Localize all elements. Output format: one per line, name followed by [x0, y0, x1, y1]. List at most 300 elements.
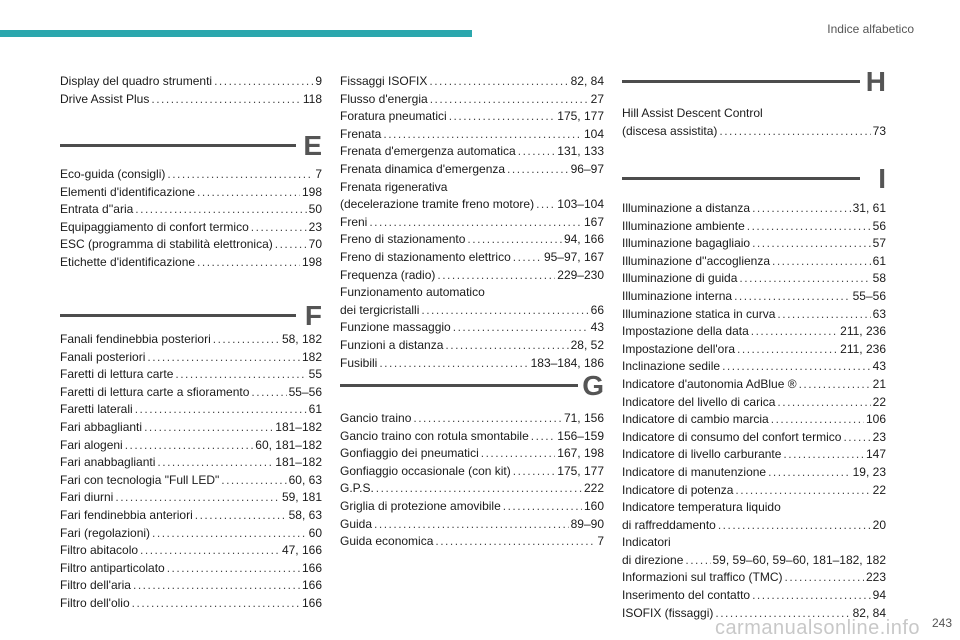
- dot-leader: [513, 463, 556, 481]
- index-entry-line: [340, 498, 604, 516]
- index-entry: [622, 376, 886, 394]
- dot-leader: [213, 331, 280, 349]
- index-entry-label: Foratura pneumatici: [340, 109, 447, 124]
- index-entry-pages: 175, 177: [557, 463, 604, 478]
- index-entry: [60, 595, 322, 613]
- index-entry-line: [340, 267, 604, 285]
- index-entry-line: [622, 569, 886, 587]
- dot-leader: [125, 437, 254, 455]
- index-entry-label: Etichette d'identificazione: [60, 254, 196, 269]
- index-entry: [622, 105, 886, 140]
- page-number: 243: [931, 616, 952, 630]
- dot-leader: [195, 507, 287, 525]
- page-header-title: Indice alfabetico: [827, 22, 914, 36]
- index-entry-pages: 43: [872, 359, 886, 374]
- index-entry: [60, 184, 322, 202]
- index-entry: [622, 499, 886, 534]
- dot-leader: [503, 498, 582, 516]
- entry-list: [622, 200, 886, 622]
- dot-leader: [147, 349, 300, 367]
- index-entry-heading: Indicatori: [622, 535, 671, 550]
- index-entry: [60, 201, 322, 219]
- index-entry: [60, 542, 322, 560]
- index-entry-pages: 60: [308, 525, 322, 540]
- dot-leader: [376, 480, 582, 498]
- dot-leader: [449, 108, 556, 126]
- index-entry-line: [340, 91, 604, 109]
- section-divider: [622, 80, 860, 83]
- index-entry-pages: 59, 59–60, 59–60, 181–182, 182: [712, 552, 886, 567]
- index-entry-heading: Funzionamento automatico: [340, 285, 485, 300]
- index-entry-pages: 198: [301, 184, 322, 199]
- index-entry: [60, 91, 322, 109]
- index-entry-line: [60, 560, 322, 578]
- index-entry-label: Display del quadro strumenti: [60, 74, 213, 88]
- index-entry-line: [60, 201, 322, 219]
- section-letter: H: [865, 66, 886, 97]
- index-entry-line: [340, 319, 604, 337]
- section-divider: [60, 144, 296, 147]
- index-entry-line: [60, 507, 322, 525]
- index-entry-line: [60, 419, 322, 437]
- dot-leader: [374, 516, 569, 534]
- index-entry-pages: 229–230: [557, 267, 604, 282]
- index-entry-pages: 61: [308, 402, 322, 417]
- index-entry-pages: 181–182: [275, 455, 322, 470]
- index-entry-line: [340, 302, 604, 320]
- dot-leader: [221, 472, 286, 490]
- dot-leader: [151, 91, 301, 109]
- dot-leader: [115, 489, 280, 507]
- dot-leader: [251, 219, 307, 237]
- index-entry: [622, 429, 886, 447]
- index-entry: [340, 480, 604, 498]
- index-entry-label: Frenata d'emergenza automatica: [340, 144, 516, 159]
- index-entry-label: di raffreddamento: [622, 517, 716, 532]
- index-entry-pages: 58: [872, 271, 886, 286]
- index-entry-pages: 50: [308, 202, 322, 217]
- index-entry-label: Freno di stazionamento elettrico: [340, 249, 511, 264]
- index-entry: [622, 587, 886, 605]
- index-entry-label: Frenata: [340, 126, 382, 141]
- index-entry-pages: 118: [302, 91, 322, 106]
- dot-leader: [747, 218, 871, 236]
- index-entry: [340, 214, 604, 232]
- index-entry-line: [622, 552, 886, 570]
- dot-leader: [784, 569, 863, 587]
- index-entry-line: [622, 306, 886, 324]
- index-entry: [340, 91, 604, 109]
- index-entry: [340, 533, 604, 551]
- index-entry-line: [340, 445, 604, 463]
- index-entry: [340, 126, 604, 144]
- index-entry: [60, 577, 322, 595]
- index-entry-label: Gancio traino con rotula smontabile: [340, 428, 529, 443]
- index-entry-pages: 104: [583, 126, 604, 141]
- index-entry: [60, 349, 322, 367]
- index-entry-line: [340, 249, 604, 267]
- dot-leader: [140, 542, 280, 560]
- index-entry-line: [60, 349, 322, 367]
- index-entry: [60, 236, 322, 254]
- dot-leader: [214, 73, 313, 91]
- dot-leader: [777, 394, 870, 412]
- index-entry-line: [60, 91, 322, 109]
- index-entry-pages: 82, 84: [570, 74, 604, 88]
- index-entry-pages: 103–104: [557, 197, 604, 212]
- dot-leader: [751, 323, 838, 341]
- index-entry-label: Equipaggiamento di confort termico: [60, 219, 249, 234]
- index-entry: [622, 323, 886, 341]
- index-entry-pages: 63: [872, 306, 886, 321]
- index-entry-line: [622, 482, 886, 500]
- dot-leader: [167, 166, 313, 184]
- index-entry-line: [340, 108, 604, 126]
- index-entry-line: [622, 218, 886, 236]
- index-entry-label: Gonfiaggio dei pneumatici: [340, 446, 479, 461]
- dot-leader: [144, 419, 273, 437]
- index-entry: [622, 482, 886, 500]
- section-letter: I: [878, 163, 886, 194]
- index-entry-line: [340, 337, 604, 355]
- dot-leader: [536, 196, 555, 214]
- index-entry: [340, 445, 604, 463]
- entry-list: [340, 73, 604, 372]
- index-entry-label: Indicatore di cambio marcia: [622, 412, 769, 427]
- dot-leader: [135, 401, 307, 419]
- dot-leader: [133, 577, 300, 595]
- index-entry: [60, 472, 322, 490]
- dot-leader: [735, 482, 870, 500]
- index-entry-line: [340, 161, 604, 179]
- index-entry-line: [60, 454, 322, 472]
- dot-leader: [445, 337, 568, 355]
- index-entry-pages: 73: [872, 123, 886, 138]
- index-entry-label: (discesa assistita): [622, 123, 718, 138]
- index-entry: [622, 411, 886, 429]
- index-entry-label: Illuminazione statica in curva: [622, 306, 776, 321]
- index-entry-pages: 55–56: [288, 384, 322, 399]
- index-entry-line: [340, 73, 604, 91]
- index-entry: [340, 498, 604, 516]
- index-entry: [622, 218, 886, 236]
- index-entry-pages: 166: [301, 595, 322, 610]
- index-entry: [622, 446, 886, 464]
- index-entry-pages: 19, 23: [852, 464, 886, 479]
- index-entry-label: Eco-guida (consigli): [60, 167, 166, 181]
- index-entry-heading: Frenata rigenerativa: [340, 179, 448, 194]
- index-entry-pages: 55: [308, 367, 322, 382]
- index-entry-label: Fari diurni: [60, 490, 114, 505]
- index-entry-line: [340, 214, 604, 232]
- index-entry-label: Faretti laterali: [60, 402, 133, 417]
- index-entry-pages: 156–159: [557, 428, 604, 443]
- index-entry-label: (decelerazione tramite freno motore): [340, 197, 535, 212]
- index-entry: [340, 463, 604, 481]
- index-entry-pages: 222: [583, 481, 604, 496]
- index-entry-pages: 167: [583, 214, 604, 229]
- index-entry-pages: 55–56: [852, 288, 886, 303]
- dot-leader: [531, 428, 556, 446]
- entry-list: [60, 331, 322, 613]
- index-entry-line: [60, 384, 322, 402]
- index-entry-line: [60, 525, 322, 543]
- index-entry: [340, 161, 604, 179]
- index-entry-line: [622, 288, 886, 306]
- index-entry-line: [340, 196, 604, 214]
- index-entry: [622, 253, 886, 271]
- index-entry: [622, 288, 886, 306]
- index-entry-label: Freni: [340, 214, 368, 229]
- index-entry-line: [60, 366, 322, 384]
- index-entry-label: Illuminazione d''accoglienza: [622, 253, 771, 268]
- index-entry-pages: 70: [308, 237, 322, 252]
- index-entry: [622, 270, 886, 288]
- index-entry-line: [340, 463, 604, 481]
- dot-leader: [152, 525, 307, 543]
- index-entry: [340, 428, 604, 446]
- index-entry-pages: 21: [872, 376, 886, 391]
- index-entry-pages: 106: [865, 412, 886, 427]
- dot-leader: [429, 73, 568, 91]
- dot-leader: [481, 445, 556, 463]
- index-entry: [60, 507, 322, 525]
- index-entry: [340, 179, 604, 214]
- index-entry-line: [622, 270, 886, 288]
- index-entry-label: Filtro antiparticolato: [60, 560, 165, 575]
- dot-leader: [718, 517, 871, 535]
- index-entry-pages: 47, 166: [281, 543, 322, 558]
- index-entry-label: Indicatore di livello carburante: [622, 447, 782, 462]
- index-entry: [340, 337, 604, 355]
- index-entry-line: [60, 595, 322, 613]
- index-entry-label: Fari fendinebbia anteriori: [60, 507, 193, 522]
- index-entry-label: Indicatore di consumo del confort termico: [622, 429, 842, 444]
- index-entry-line: [340, 410, 604, 428]
- index-entry-line: [340, 143, 604, 161]
- index-entry-line: [60, 401, 322, 419]
- index-entry-line: [60, 73, 322, 91]
- dot-leader: [197, 184, 300, 202]
- entry-list: [60, 73, 322, 108]
- index-entry-line: [340, 428, 604, 446]
- index-entry-line: [60, 489, 322, 507]
- dot-leader: [752, 200, 851, 218]
- index-entry-label: Fanali fendinebbia posteriori: [60, 332, 211, 346]
- index-entry-heading: Hill Assist Descent Control: [622, 106, 763, 120]
- index-entry-line: [622, 446, 886, 464]
- index-entry-line: [60, 236, 322, 254]
- index-entry: [340, 355, 604, 373]
- dot-leader: [437, 267, 555, 285]
- dot-leader: [737, 341, 838, 359]
- index-entry-pages: 94: [872, 588, 886, 603]
- index-entry-line: [622, 341, 886, 359]
- index-entry-pages: 198: [301, 254, 322, 269]
- index-entry-line: [340, 355, 604, 373]
- index-entry-label: Fari anabbaglianti: [60, 455, 156, 470]
- index-entry-line: [622, 376, 886, 394]
- index-entry-pages: 182: [301, 349, 322, 364]
- dot-leader: [369, 214, 582, 232]
- entry-list: [60, 166, 322, 272]
- index-entry: [622, 200, 886, 218]
- index-entry-line: [622, 517, 886, 535]
- dot-leader: [722, 358, 871, 376]
- index-entry-label: Frequenza (radio): [340, 267, 436, 282]
- dot-leader: [685, 552, 710, 570]
- dot-leader: [799, 376, 871, 394]
- index-entry-label: Indicatore di manutenzione: [622, 464, 767, 479]
- index-entry: [622, 394, 886, 412]
- index-entry-label: Frenata dinamica d'emergenza: [340, 161, 506, 176]
- dot-leader: [413, 410, 562, 428]
- index-entry-label: Fissaggi ISOFIX: [340, 74, 428, 88]
- index-entry: [340, 516, 604, 534]
- index-entry: [60, 166, 322, 184]
- index-entry-pages: 23: [308, 219, 322, 234]
- index-entry-label: Funzioni a distanza: [340, 337, 444, 352]
- index-entry: [60, 437, 322, 455]
- index-entry-pages: 60, 181–182: [255, 437, 322, 452]
- index-entry-line: [622, 200, 886, 218]
- index-entry-pages: 167, 198: [557, 446, 604, 461]
- index-entry-label: Indicatore del livello di carica: [622, 394, 776, 409]
- index-entry: [340, 284, 604, 319]
- dot-leader: [513, 249, 542, 267]
- section-letter: G: [582, 370, 604, 401]
- index-entry-line: [340, 231, 604, 249]
- index-entry-pages: 31, 61: [852, 201, 886, 215]
- index-entry-pages: 147: [865, 447, 886, 462]
- index-entry-label: Fanali posteriori: [60, 349, 146, 364]
- index-entry-pages: 96–97: [570, 161, 604, 176]
- dot-leader: [771, 411, 864, 429]
- index-entry-label: Gonfiaggio occasionale (con kit): [340, 463, 511, 478]
- index-entry-label: Impostazione dell'ora: [622, 341, 736, 356]
- index-entry-pages: 58, 182: [281, 332, 322, 346]
- index-entry-pages: 71, 156: [563, 411, 604, 425]
- index-entry-pages: 43: [590, 320, 604, 335]
- index-entry-line: [622, 253, 886, 271]
- entry-list: [340, 410, 604, 551]
- index-entry: [60, 489, 322, 507]
- index-entry-label: Guida economica: [340, 534, 434, 549]
- index-entry-pages: 7: [315, 167, 322, 181]
- section-divider: [60, 314, 296, 317]
- index-entry-label: Illuminazione ambiente: [622, 218, 745, 233]
- index-entry-label: Gancio traino: [340, 411, 412, 425]
- index-entry: [60, 419, 322, 437]
- index-entry-pages: 58, 63: [288, 507, 322, 522]
- watermark-logo: carmanualsonline.info: [714, 617, 920, 639]
- index-entry-line: [340, 516, 604, 534]
- dot-leader: [167, 560, 300, 578]
- dot-leader: [777, 306, 870, 324]
- index-entry: [60, 560, 322, 578]
- dot-leader: [435, 533, 595, 551]
- index-entry: [60, 366, 322, 384]
- index-entry-line: [622, 358, 886, 376]
- index-entry-label: Fari con tecnologia "Full LED": [60, 472, 220, 487]
- index-entry-label: Elementi d'identificazione: [60, 184, 196, 199]
- index-entry-label: Impostazione della data: [622, 324, 749, 339]
- dot-leader: [275, 236, 307, 254]
- index-entry-line: [60, 219, 322, 237]
- index-entry-pages: 94, 166: [563, 232, 604, 247]
- index-entry-label: Drive Assist Plus: [60, 91, 150, 106]
- index-entry-line: [60, 577, 322, 595]
- index-entry-pages: 7: [597, 534, 604, 549]
- index-entry-label: Fari (regolazioni): [60, 525, 151, 540]
- index-entry: [340, 410, 604, 428]
- dot-leader: [752, 235, 871, 253]
- dot-leader: [430, 91, 589, 109]
- index-entry: [622, 358, 886, 376]
- index-entry-label: Fusibili: [340, 355, 378, 370]
- index-entry-label: Fari alogeni: [60, 437, 123, 452]
- index-entry-pages: 223: [865, 570, 886, 585]
- dot-leader: [421, 302, 588, 320]
- dot-leader: [379, 355, 528, 373]
- dot-leader: [768, 464, 851, 482]
- index-entry-line: [60, 331, 322, 349]
- index-entry-line: [622, 235, 886, 253]
- index-entry-pages: 95–97, 167: [543, 249, 604, 264]
- index-entry-label: Faretti di lettura carte a sfioramento: [60, 384, 250, 399]
- index-entry-line: [622, 587, 886, 605]
- index-entry-pages: 60, 63: [288, 472, 322, 487]
- index-entry-label: Indicatore di potenza: [622, 482, 734, 497]
- index-entry: [622, 235, 886, 253]
- index-entry-label: Faretti di lettura carte: [60, 367, 174, 382]
- index-entry-line: [340, 533, 604, 551]
- index-entry: [622, 534, 886, 569]
- index-entry: [60, 73, 322, 91]
- index-entry-label: Entrata d''aria: [60, 202, 134, 217]
- index-entry-pages: 181–182: [275, 419, 322, 434]
- index-entry-pages: 56: [872, 218, 886, 233]
- index-entry: [60, 525, 322, 543]
- index-entry-label: Filtro abitacolo: [60, 543, 139, 558]
- section-divider: [622, 177, 860, 180]
- index-entry-label: Inclinazione sedile: [622, 359, 721, 374]
- header-accent-bar: [0, 30, 472, 37]
- index-entry-line: [60, 472, 322, 490]
- dot-leader: [783, 446, 864, 464]
- section-letter: F: [304, 300, 322, 331]
- index-entry-pages: 82, 84: [852, 605, 886, 620]
- index-entry-pages: 183–184, 186: [530, 355, 604, 370]
- index-entry-pages: 160: [583, 498, 604, 513]
- index-entry-pages: 211, 236: [840, 341, 886, 356]
- index-entry: [340, 249, 604, 267]
- index-entry-label: Flusso d'energia: [340, 91, 428, 106]
- index-entry: [622, 306, 886, 324]
- index-entry: [340, 143, 604, 161]
- dot-leader: [467, 231, 562, 249]
- index-entry-label: Informazioni sul traffico (TMC): [622, 570, 783, 585]
- index-entry-pages: 22: [872, 482, 886, 497]
- dot-leader: [772, 253, 871, 271]
- dot-leader: [843, 429, 870, 447]
- index-entry-line: [60, 184, 322, 202]
- dot-leader: [383, 126, 582, 144]
- index-entry-pages: 166: [301, 560, 322, 575]
- index-entry: [60, 384, 322, 402]
- index-entry-label: dei tergicristalli: [340, 302, 420, 317]
- index-entry-label: Freno di stazionamento: [340, 232, 466, 247]
